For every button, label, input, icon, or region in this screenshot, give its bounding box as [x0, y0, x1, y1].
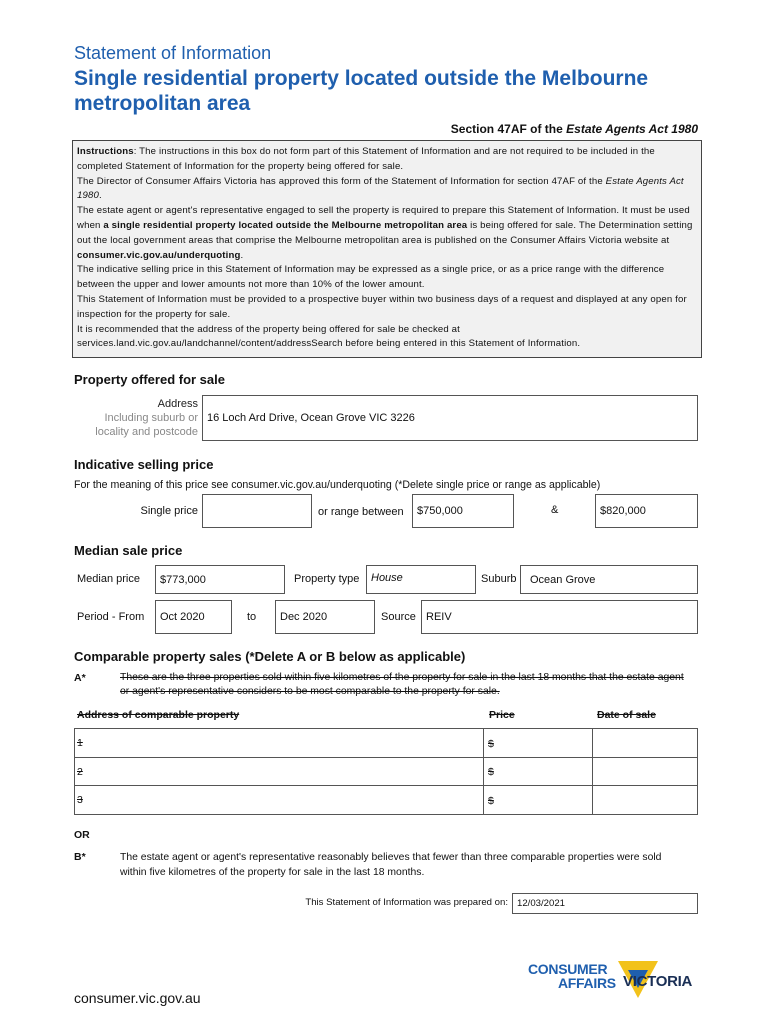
- option-b-label: B*: [74, 851, 86, 863]
- instructions-para-1: Instructions: The instructions in this box do not form part of this Statement of Information and are not required to be included in the completed Statement of Information for the property being offered for sale.: [77, 146, 655, 172]
- form-subtitle: Statement of Information: [74, 43, 272, 63]
- logo-line-2: AFFAIRS: [558, 975, 616, 991]
- row-2-address-field[interactable]: [75, 758, 482, 785]
- comparable-table: [74, 728, 698, 815]
- col-address-header: Address of comparable property: [77, 709, 240, 721]
- row-2-date-field[interactable]: [593, 758, 697, 785]
- address-field[interactable]: [202, 395, 698, 441]
- logo-line-1: CONSUMER: [528, 961, 608, 977]
- period-to-field[interactable]: Dec 2020: [275, 600, 375, 634]
- row-number: 2: [77, 766, 83, 778]
- footer-url[interactable]: consumer.vic.gov.au: [74, 990, 201, 1006]
- row-1-date-field[interactable]: [593, 729, 697, 757]
- address-label-block: [74, 397, 198, 439]
- median-price-field[interactable]: $773,000: [155, 565, 285, 594]
- prepared-date-field[interactable]: 12/03/2021: [512, 893, 698, 914]
- option-a-label: A*: [74, 672, 86, 684]
- period-from-field[interactable]: Oct 2020: [155, 600, 232, 634]
- instructions-para-2: The Director of Consumer Affairs Victoria has approved this form of the Statement of Information for section 47AF of the Estate Agents Act 1980.: [77, 175, 684, 202]
- suburb-field[interactable]: Ocean Grove: [520, 565, 698, 594]
- row-3-address-field[interactable]: [75, 786, 482, 814]
- col-price-header: Price: [489, 709, 515, 721]
- instructions-para-3: The estate agent or agent's representative engaged to sell the property is required to prepare this Statement of Information. It must be used when a single residential property located outside the Melbourne metropolitan area is being offered for sale. The Determination setting out the local government areas that comprise the Melbourne metropolitan area is published on the Consumer Affairs Victoria website at consumer.vic.gov.au/underquoting.: [77, 205, 693, 261]
- indicative-note: For the meaning of this price see consumer.vic.gov.au/underquoting (*Delete single price or range as applicable): [74, 479, 601, 491]
- range-low-field[interactable]: $750,000: [412, 494, 514, 528]
- logo-line-3: VICTORIA: [623, 973, 692, 990]
- option-b-text: The estate agent or agent's representative reasonably believes that fewer than three comparable properties were sold within five kilometres of the property for sale in the last 18 months.: [120, 852, 662, 878]
- period-to-label: to: [247, 611, 257, 623]
- range-label: or range between: [318, 506, 404, 518]
- instructions-box: [72, 140, 702, 358]
- source-field[interactable]: REIV: [421, 600, 698, 634]
- median-heading: Median sale price: [74, 543, 183, 558]
- option-a-text: These are the three properties sold within five kilometres of the property for sale in the last 18 months that the estate agent or agent's representative considers to be most comparable to the property for sale.: [120, 672, 684, 697]
- suburb-label: Suburb: [481, 573, 517, 585]
- range-ampersand: &: [551, 504, 559, 516]
- instructions-para-4: The indicative selling price in this Statement of Information may be expressed as a single price, or as a price range with the difference between the upper and lower amounts not more than 10% of the lower amount.: [77, 264, 665, 291]
- table-bottom-border: [74, 814, 698, 815]
- property-heading: Property offered for sale: [74, 372, 225, 387]
- instructions-para-5: This Statement of Information must be provided to a prospective buyer within two business days of a request and displayed at any open for inspection for the property for sale.: [77, 293, 687, 320]
- row-1-price[interactable]: $: [488, 738, 494, 750]
- instructions-para-6: It is recommended that the address of the property being offered for sale be checked at services.land.vic.gov.au/landchannel/content/addressSearch before being entered in this Statement of Information.: [77, 323, 581, 350]
- median-price-label: Median price: [77, 573, 140, 585]
- comparable-heading: Comparable property sales (*Delete A or B below as applicable): [74, 649, 466, 664]
- table-col-divider: [483, 728, 484, 815]
- row-1-address-field[interactable]: [75, 729, 482, 757]
- address-sublabel-2: locality and postcode: [95, 426, 198, 438]
- range-high-field[interactable]: $820,000: [595, 494, 698, 528]
- row-2-price[interactable]: $: [488, 766, 494, 778]
- address-sublabel-1: Including suburb or: [104, 412, 198, 424]
- prepared-on-label: This Statement of Information was prepared on:: [305, 897, 508, 908]
- property-type-label: Property type: [294, 573, 360, 585]
- indicative-heading: Indicative selling price: [74, 457, 214, 472]
- period-from-label: Period - From: [77, 611, 145, 623]
- row-3-price[interactable]: $: [488, 795, 494, 807]
- address-value: 16 Loch Ard Drive, Ocean Grove VIC 3226: [207, 412, 415, 424]
- or-separator: OR: [74, 829, 90, 841]
- source-label: Source: [381, 611, 416, 623]
- row-3-date-field[interactable]: [593, 786, 697, 814]
- property-type-field[interactable]: House: [366, 565, 476, 594]
- row-number: 3: [77, 794, 83, 806]
- col-date-header: Date of sale: [597, 709, 656, 721]
- page-title: Single residential property located outside the Melbourne metropolitan area: [74, 67, 649, 115]
- address-label: Address: [157, 398, 198, 410]
- row-number: 1: [77, 737, 83, 749]
- single-price-label: Single price: [140, 505, 198, 517]
- section-reference: Section 47AF of the Estate Agents Act 1980: [450, 122, 698, 136]
- consumer-affairs-logo: [528, 958, 703, 1008]
- single-price-field[interactable]: [202, 494, 312, 528]
- table-right-border: [697, 728, 698, 815]
